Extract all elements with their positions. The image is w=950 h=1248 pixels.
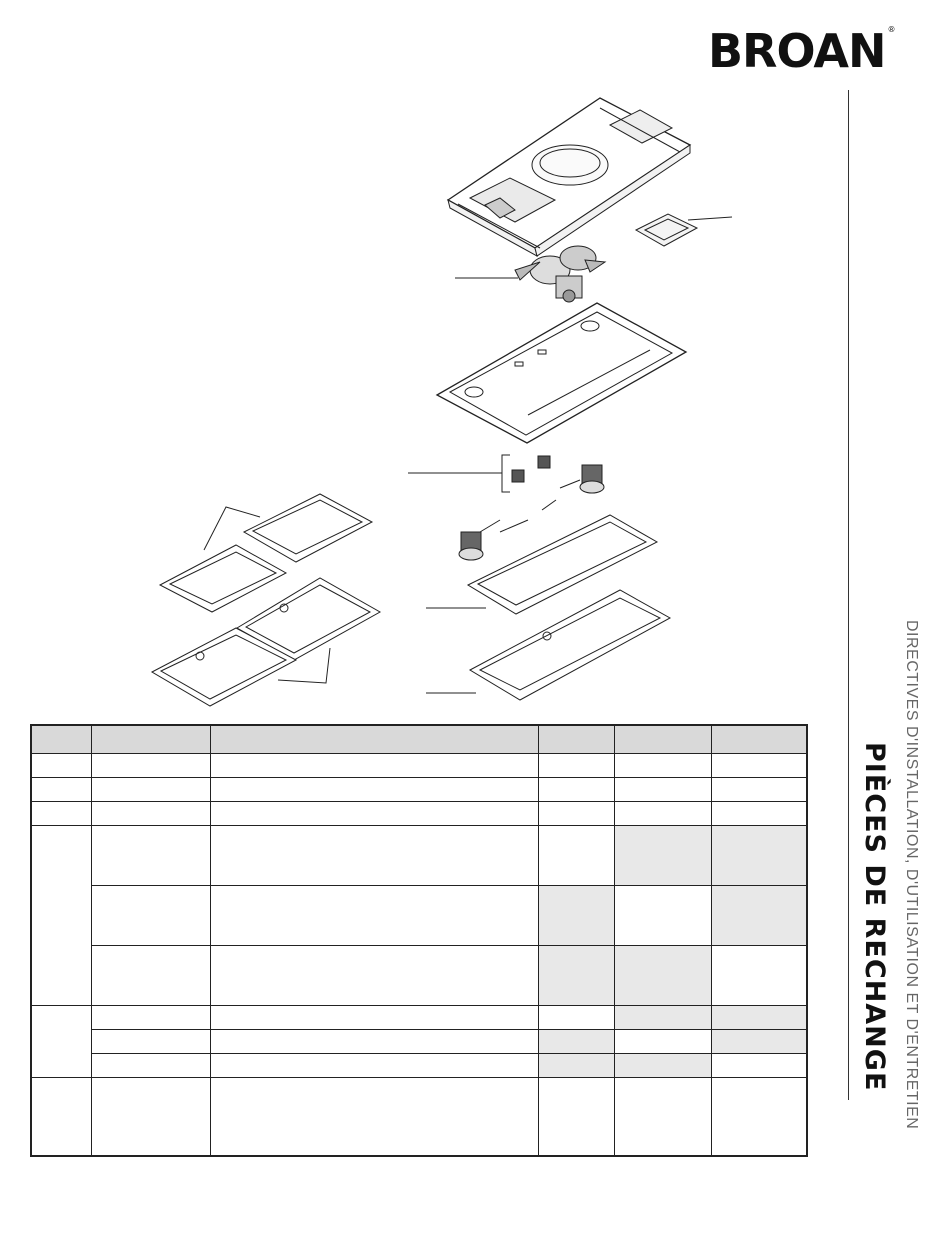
header-cell [538,725,614,754]
table-cell [614,1006,711,1030]
header-cell [31,725,91,754]
table-cell [91,1006,210,1030]
header-cell [614,725,711,754]
table-cell [711,826,807,886]
table-cell [91,754,210,778]
table-header-row [31,725,807,754]
table-cell [538,826,614,886]
table-cell [614,826,711,886]
table-cell [614,1030,711,1054]
table-cell [210,1006,538,1030]
table-row [31,1078,807,1156]
section-title: PIÈCES DE RECHANGE [859,742,890,1092]
table-cell [210,1054,538,1078]
header-cell [711,725,807,754]
table-cell [538,1078,614,1156]
table-cell [538,1030,614,1054]
table-cell [711,802,807,826]
table-cell [91,826,210,886]
table-cell [614,886,711,946]
table-cell [210,1078,538,1156]
table-row [31,1054,807,1078]
table-cell [91,1078,210,1156]
filter-tray-small [636,214,732,246]
registered-mark: ® [887,25,895,34]
table-cell [210,754,538,778]
table-cell [538,754,614,778]
table-cell [91,1054,210,1078]
table-cell [31,826,91,1006]
table-row [31,1030,807,1054]
table-cell [31,754,91,778]
table-row [31,778,807,802]
table-row [31,946,807,1006]
table-cell [31,1078,91,1156]
bottom-panel [437,303,686,443]
table-row [31,802,807,826]
table-cell [91,946,210,1006]
table-cell [91,886,210,946]
table-cell [711,1006,807,1030]
parts-table [30,724,808,1157]
table-cell [31,1006,91,1078]
table-cell [91,1030,210,1054]
header-cell [91,725,210,754]
table-cell [538,886,614,946]
table-cell [711,778,807,802]
table-cell [210,778,538,802]
table-cell [210,886,538,946]
table-cell [210,946,538,1006]
header-cell [210,725,538,754]
table-cell [538,1006,614,1030]
table-cell [538,946,614,1006]
table-cell [91,778,210,802]
grease-filter [426,590,670,700]
table-cell [538,802,614,826]
table-cell [711,1030,807,1054]
table-row [31,1006,807,1030]
table-cell [210,802,538,826]
table-row [31,886,807,946]
brand-logo-text: BROAN [708,24,886,78]
table-cell [711,754,807,778]
table-row [31,826,807,886]
table-cell [614,754,711,778]
table-cell [210,1030,538,1054]
table-cell [31,778,91,802]
table-cell [614,1054,711,1078]
table-cell [91,802,210,826]
table-cell [538,1054,614,1078]
table-cell [31,802,91,826]
table-row [31,754,807,778]
document-subtitle: DIRECTIVES D'INSTALLATION, D'UTILISATION ET D'ENTRETIEN [903,620,920,1130]
table-cell [210,826,538,886]
table-cell [711,946,807,1006]
table-cell [538,778,614,802]
table-cell [711,1078,807,1156]
table-cell [614,802,711,826]
table-cell [614,1078,711,1156]
blower-motor [455,246,605,302]
table-cell [614,778,711,802]
connectors [408,455,550,492]
table-cell [711,886,807,946]
table-cell [711,1054,807,1078]
table-cell [614,946,711,1006]
